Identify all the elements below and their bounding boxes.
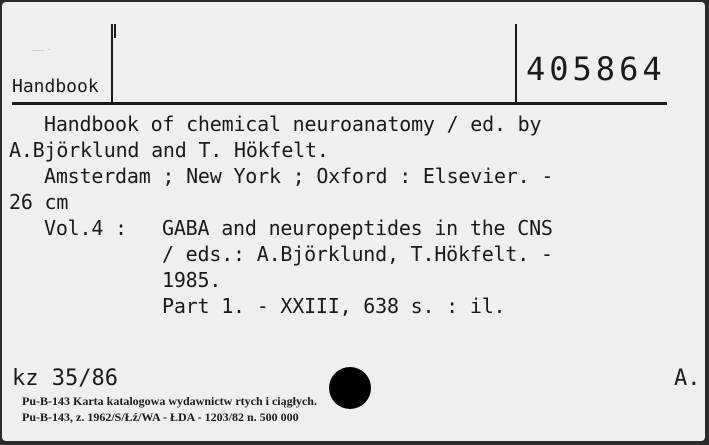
shelf-mark: kz 35/86	[12, 366, 118, 391]
imprint-line-2: 26 cm	[9, 190, 69, 214]
volume-line-4: Part 1. - XXIII, 638 s. : il.	[162, 294, 506, 318]
mid-divider-top	[114, 24, 116, 38]
punch-hole	[329, 367, 371, 409]
volume-line-2: / eds.: A.Björklund, T.Hökfelt. -	[162, 242, 553, 266]
header-rule	[12, 102, 667, 105]
faded-stamp: — ·	[32, 42, 51, 56]
volume-line-1: GABA and neuropeptides in the CNS	[162, 216, 553, 240]
printer-line-1: Pu-B-143 Karta katalogowa wydawnictw rtych i ciągłych.	[22, 394, 317, 408]
left-divider	[111, 24, 113, 104]
volume-label: Vol.4 :	[44, 216, 127, 240]
title-line-2: A.Björklund and T. Hökfelt.	[9, 138, 329, 162]
catalog-card	[2, 2, 705, 441]
printer-line-2: Pu-B-143, z. 1962/S/Łź/WA - ŁDA - 1203/82 n. 500 000	[22, 410, 299, 424]
accession-number: 405864	[526, 50, 666, 88]
right-divider	[515, 24, 517, 104]
title-line-1: Handbook of chemical neuroanatomy / ed. by	[44, 112, 542, 136]
volume-line-3: 1985.	[162, 268, 222, 292]
section-letter: A.	[674, 366, 701, 391]
imprint-line-1: Amsterdam ; New York ; Oxford : Elsevier. -	[44, 164, 554, 188]
short-title: Handbook	[12, 76, 99, 97]
